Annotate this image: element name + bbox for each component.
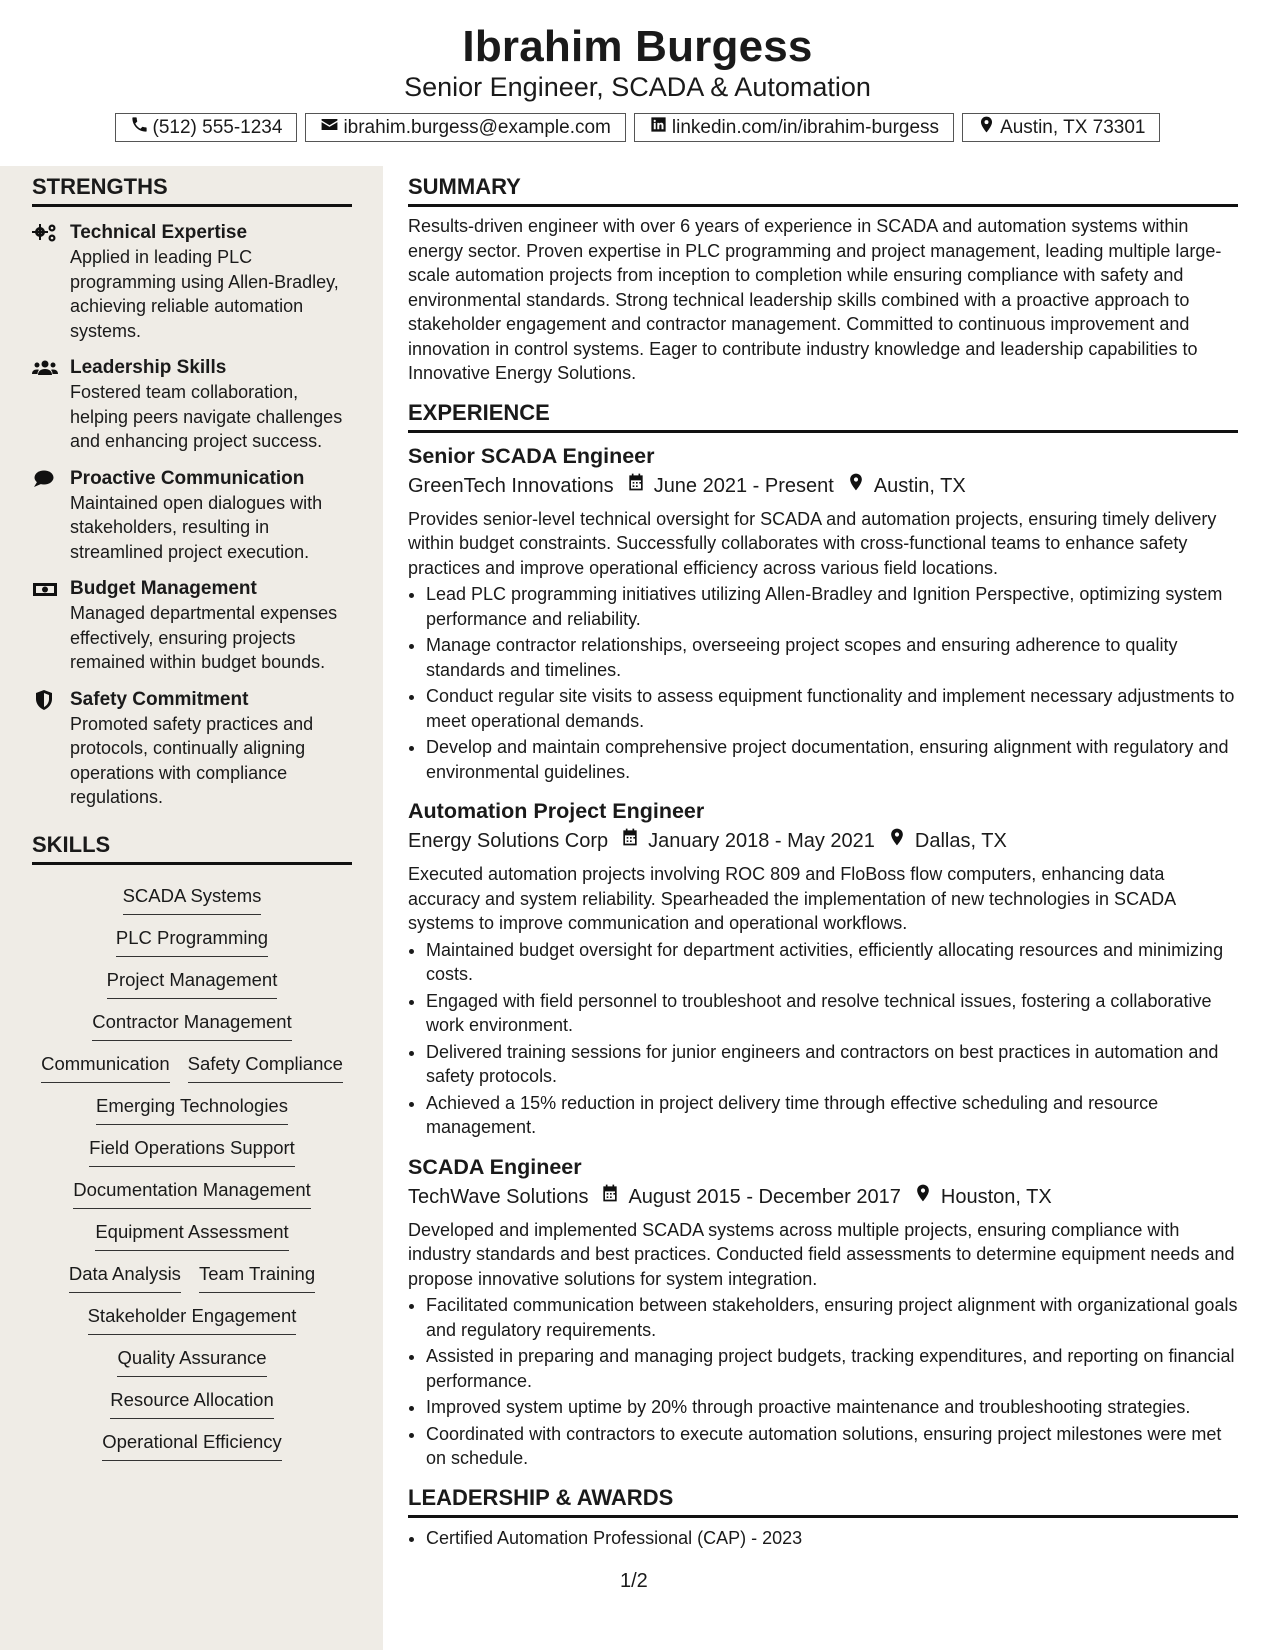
experience-heading: EXPERIENCE — [408, 400, 1238, 433]
users-icon — [32, 358, 58, 378]
job-entry — [408, 441, 1238, 785]
job-meta — [408, 826, 1238, 856]
job-title: Senior SCADA Engineer — [408, 443, 655, 468]
company-name: GreenTech Innovations — [408, 474, 614, 497]
job-dates: January 2018 - May 2021 — [648, 830, 875, 852]
job-description: Developed and implemented SCADA systems across multiple projects, ensuring compliance with industry standards and best practices. Conducted field assessments to determine equipment needs and propose innovative solutions for system integration. — [408, 1219, 1235, 1289]
resume-header — [0, 0, 1275, 166]
skills-heading: SKILLS — [32, 832, 352, 865]
skill-tag: Communication — [41, 1049, 170, 1083]
skill-tag: Safety Compliance — [188, 1049, 343, 1083]
skill-tag: SCADA Systems — [123, 881, 262, 915]
summary-heading: SUMMARY — [408, 174, 1238, 207]
strengths-section — [32, 174, 352, 1461]
award-item: • Certified Automation Professional (CAP) - 2023 — [426, 1526, 1238, 1551]
strength-item — [32, 467, 352, 565]
envelope-icon — [320, 115, 339, 140]
skill-tag: PLC Programming — [116, 923, 268, 957]
job-bullet: • Assisted in preparing and managing project budgets, tracking expenditures, and reporting on financial performance. — [426, 1344, 1238, 1393]
linkedin-text: linkedin.com/in/ibrahim-burgess — [671, 116, 940, 138]
skill-tag: Equipment Assessment — [95, 1217, 288, 1251]
main-content — [408, 174, 1238, 1552]
job-description: Provides senior-level technical oversight for SCADA and automation projects, ensuring timely delivery within budget constraints. Successfully collaborates with cross-functional teams to enhance safety practices and improve operational efficiency across various field locations. — [408, 508, 1217, 578]
strength-item — [32, 577, 352, 675]
job-location: Houston, TX — [940, 1185, 1052, 1208]
strength-desc: Fostered team collaboration, helping peers navigate challenges and enhancing project success. — [70, 382, 343, 451]
strengths-heading: STRENGTHS — [32, 174, 352, 207]
skill-tag: Documentation Management — [73, 1175, 311, 1209]
job-bullet: • Engaged with field personnel to troubleshoot and resolve technical issues, fostering a collaborative work environment. — [426, 989, 1238, 1038]
summary-text: Results-driven engineer with over 6 years of experience in SCADA and automation systems within energy sector. Proven expertise in PLC programming and project management, leading multiple large-scale automation projects from inception to completion while ensuring compliance with safety and environmental standards. Strong technical leadership skills combined with a proactive approach to stakeholder engagement and contractor management. Committed to continuous improvement and innovation in control systems. Eager to contribute industry knowledge and leadership capabilities to Innovative Energy Solutions. — [408, 216, 1222, 383]
calendar-icon — [614, 471, 654, 501]
strength-item — [32, 688, 352, 810]
strength-desc: Applied in leading PLC programming using Allen-Bradley, achieving reliable automation systems. — [70, 247, 339, 341]
skill-tag: Stakeholder Engagement — [88, 1301, 297, 1335]
shield-icon — [32, 690, 58, 710]
location-text: Austin, TX 73301 — [1000, 116, 1146, 138]
job-dates: June 2021 - Present — [653, 474, 834, 497]
job-bullet: • Coordinated with contractors to execute automation solutions, ensuring project milestones were met on schedule. — [426, 1422, 1238, 1471]
job-bullets — [408, 1293, 1238, 1471]
job-bullet: • Manage contractor relationships, overseeing project scopes and ensuring adherence to quality standards and timelines. — [426, 633, 1238, 682]
contact-linkedin — [634, 113, 954, 142]
strength-desc: Maintained open dialogues with stakeholders, resulting in streamlined project execution. — [70, 492, 323, 562]
page-number: 1/2 — [620, 1570, 648, 1592]
location-icon — [977, 115, 996, 140]
job-bullet: • Maintained budget oversight for department activities, efficiently allocating resources and minimizing costs. — [426, 938, 1238, 987]
skill-tag: Resource Allocation — [110, 1385, 274, 1419]
strength-title: Proactive Communication — [70, 467, 305, 489]
strength-title: Technical Expertise — [70, 222, 248, 243]
location-icon — [834, 471, 874, 501]
calendar-icon — [608, 826, 648, 856]
money-bill-icon — [32, 579, 58, 599]
skill-tag: Operational Efficiency — [102, 1427, 282, 1461]
contact-location — [962, 113, 1160, 142]
skill-tag: Quality Assurance — [117, 1343, 266, 1377]
job-meta — [408, 1182, 1238, 1212]
company-name: Energy Solutions Corp — [408, 830, 609, 852]
job-bullet: • Achieved a 15% reduction in project delivery time through effective scheduling and resource management. — [426, 1091, 1238, 1140]
job-description: Executed automation projects involving ROC 809 and FloBoss flow computers, enhancing data accuracy and system reliability. Spearheaded the implementation of new technologies in SCADA systems to improve communication and operational workflows. — [408, 864, 1176, 933]
skill-tag: Field Operations Support — [89, 1133, 295, 1167]
calendar-icon — [588, 1182, 628, 1212]
job-title: Automation Project Engineer — [408, 799, 705, 823]
job-meta — [408, 471, 1238, 501]
job-bullets — [408, 938, 1238, 1140]
job-dates: August 2015 - December 2017 — [628, 1185, 901, 1208]
job-bullet: • Improved system uptime by 20% through proactive maintenance and troubleshooting strategies. — [426, 1395, 1238, 1420]
awards-heading: LEADERSHIP & AWARDS — [408, 1485, 1238, 1518]
company-name: TechWave Solutions — [408, 1185, 589, 1208]
awards-list — [408, 1526, 1238, 1551]
phone-text: (512) 555-1234 — [152, 116, 283, 138]
skills-list — [32, 873, 352, 1461]
candidate-title: Senior Engineer, SCADA & Automation — [404, 72, 871, 102]
job-location: Austin, TX — [873, 474, 966, 497]
skill-tag: Emerging Technologies — [96, 1091, 288, 1125]
gears-icon — [32, 223, 58, 243]
skill-tag: Data Analysis — [69, 1259, 181, 1293]
job-location: Dallas, TX — [914, 830, 1007, 852]
strength-title: Leadership Skills — [70, 357, 227, 378]
job-entry — [408, 796, 1238, 1140]
linkedin-icon — [649, 115, 668, 140]
sidebar — [0, 166, 383, 1650]
job-bullet: • Conduct regular site visits to assess equipment functionality and implement necessary adjustments to meet operational demands. — [426, 684, 1238, 733]
phone-icon — [130, 115, 149, 140]
job-bullet: • Lead PLC programming initiatives utilizing Allen-Bradley and Ignition Perspective, optimizing system performance and reliability. — [426, 582, 1238, 631]
job-bullet: • Facilitated communication between stakeholders, ensuring project alignment with organizational goals and regulatory requirements. — [426, 1293, 1238, 1342]
location-icon — [901, 1182, 941, 1212]
skill-tag: Team Training — [199, 1259, 315, 1293]
strength-item — [32, 221, 352, 343]
main-column — [383, 166, 1275, 1650]
contact-phone — [115, 113, 298, 142]
comment-icon — [32, 469, 58, 489]
strength-desc: Promoted safety practices and protocols, continually aligning operations with compliance regulations. — [70, 713, 314, 807]
email-text: ibrahim.burgess@example.com — [343, 116, 611, 138]
job-entry — [408, 1152, 1238, 1471]
skill-tag: Project Management — [107, 965, 278, 999]
job-bullet: • Develop and maintain comprehensive project documentation, ensuring alignment with regulatory and environmental guidelines. — [426, 735, 1238, 784]
location-icon — [875, 826, 915, 856]
job-title: SCADA Engineer — [408, 1154, 582, 1179]
job-bullet: • Delivered training sessions for junior engineers and contractors on best practices in automation and safety protocols. — [426, 1040, 1238, 1089]
strength-item — [32, 356, 352, 454]
skill-tag: Contractor Management — [92, 1007, 292, 1041]
candidate-name: Ibrahim Burgess — [462, 22, 813, 71]
strength-desc: Managed departmental expenses effectively, ensuring projects remained within budget bounds. — [70, 603, 338, 672]
strength-title: Budget Management — [70, 578, 257, 599]
contact-bar — [0, 113, 1275, 142]
strength-title: Safety Commitment — [70, 688, 249, 710]
contact-email — [305, 113, 625, 142]
job-bullets — [408, 582, 1238, 784]
